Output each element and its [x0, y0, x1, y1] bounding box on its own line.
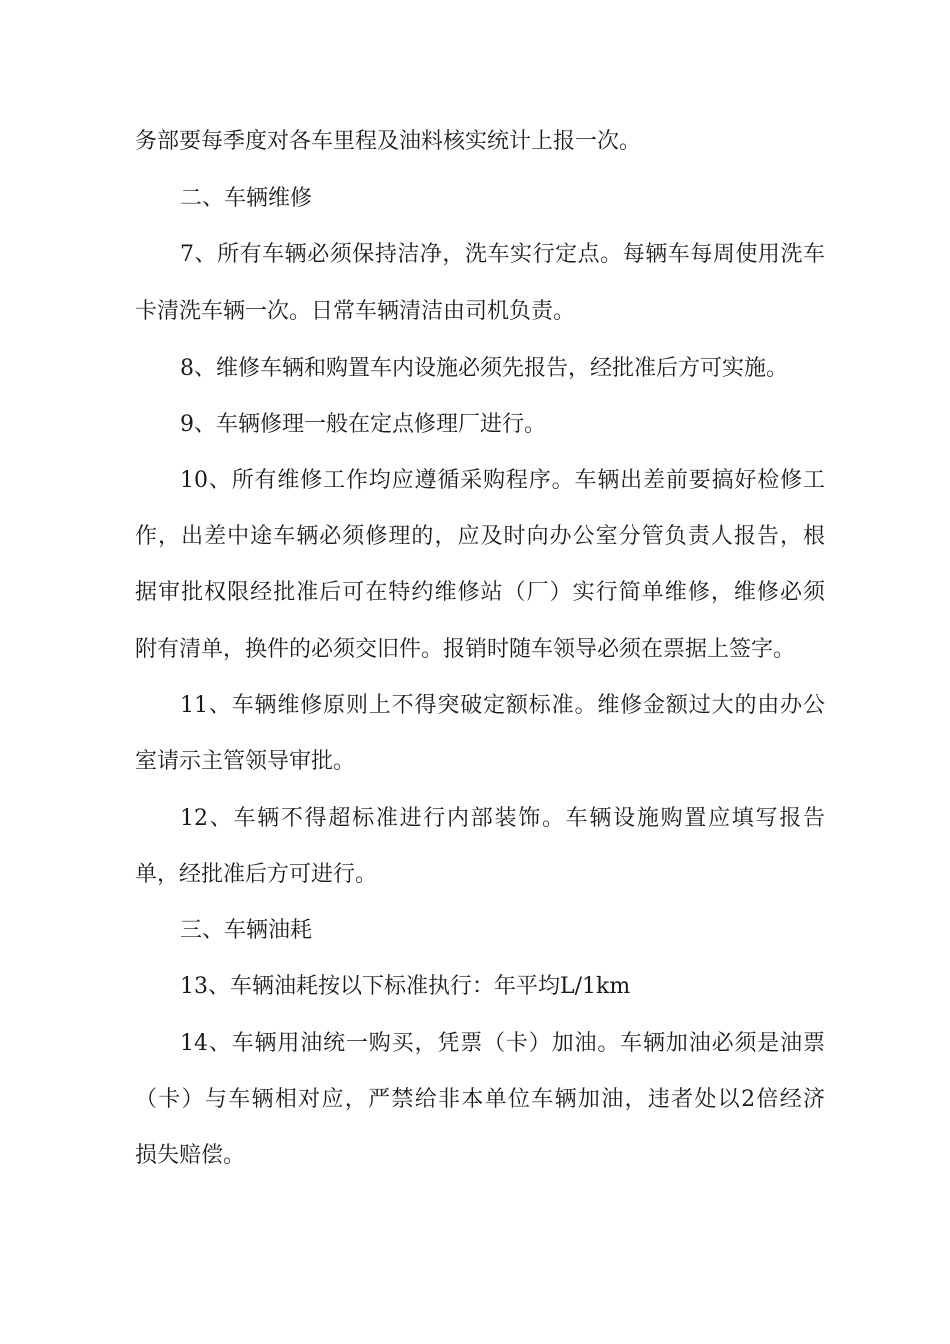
clause-10-line-1: 10、所有维修工作均应遵循采购程序。车辆出差前要搞好检修工: [180, 468, 825, 493]
clause-11-line-1: 11、车辆维修原则上不得突破定额标准。维修金额过大的由办公: [180, 693, 825, 718]
clause-8-line-1: 8、维修车辆和购置车内设施必须先报告，经批准后方可实施。: [180, 356, 788, 381]
clause-10-line-4: 附有清单，换件的必须交旧件。报销时随车领导必须在票据上签字。: [135, 637, 796, 662]
clause-7-line-1: 7、所有车辆必须保持洁净，洗车实行定点。每辆车每周使用洗车: [180, 242, 825, 267]
clause-12-line-1: 12、车辆不得超标准进行内部装饰。车辆设施购置应填写报告: [180, 806, 825, 831]
clause-12-line-2: 单，经批准后方可进行。: [135, 862, 378, 887]
section-heading-vehicle-repair: 二、车辆维修: [180, 186, 313, 211]
clause-10-line-2: 作，出差中途车辆必须修理的，应及时向办公室分管负责人报告，根: [135, 524, 825, 549]
clause-13-line-1: 13、车辆油耗按以下标准执行：年平均L/1km: [180, 974, 631, 999]
clause-10-line-3: 据审批权限经批准后可在特约维修站（厂）实行简单维修，维修必须: [135, 580, 825, 605]
clause-11-line-2: 室请示主管领导审批。: [135, 749, 356, 774]
clause-14-line-1: 14、车辆用油统一购买，凭票（卡）加油。车辆加油必须是油票: [180, 1031, 825, 1056]
clause-14-line-3: 损失赔偿。: [135, 1143, 246, 1168]
clause-14-line-2: （卡）与车辆相对应，严禁给非本单位车辆加油，违者处以2倍经济: [135, 1087, 825, 1112]
clause-9-line-1: 9、车辆修理一般在定点修理厂进行。: [180, 412, 546, 437]
clause-7-line-2: 卡清洗车辆一次。日常车辆清洁由司机负责。: [135, 299, 576, 324]
paragraph-line-continuation: 务部要每季度对各车里程及油料核实统计上报一次。: [135, 129, 642, 154]
section-heading-fuel-consumption: 三、车辆油耗: [180, 918, 313, 943]
